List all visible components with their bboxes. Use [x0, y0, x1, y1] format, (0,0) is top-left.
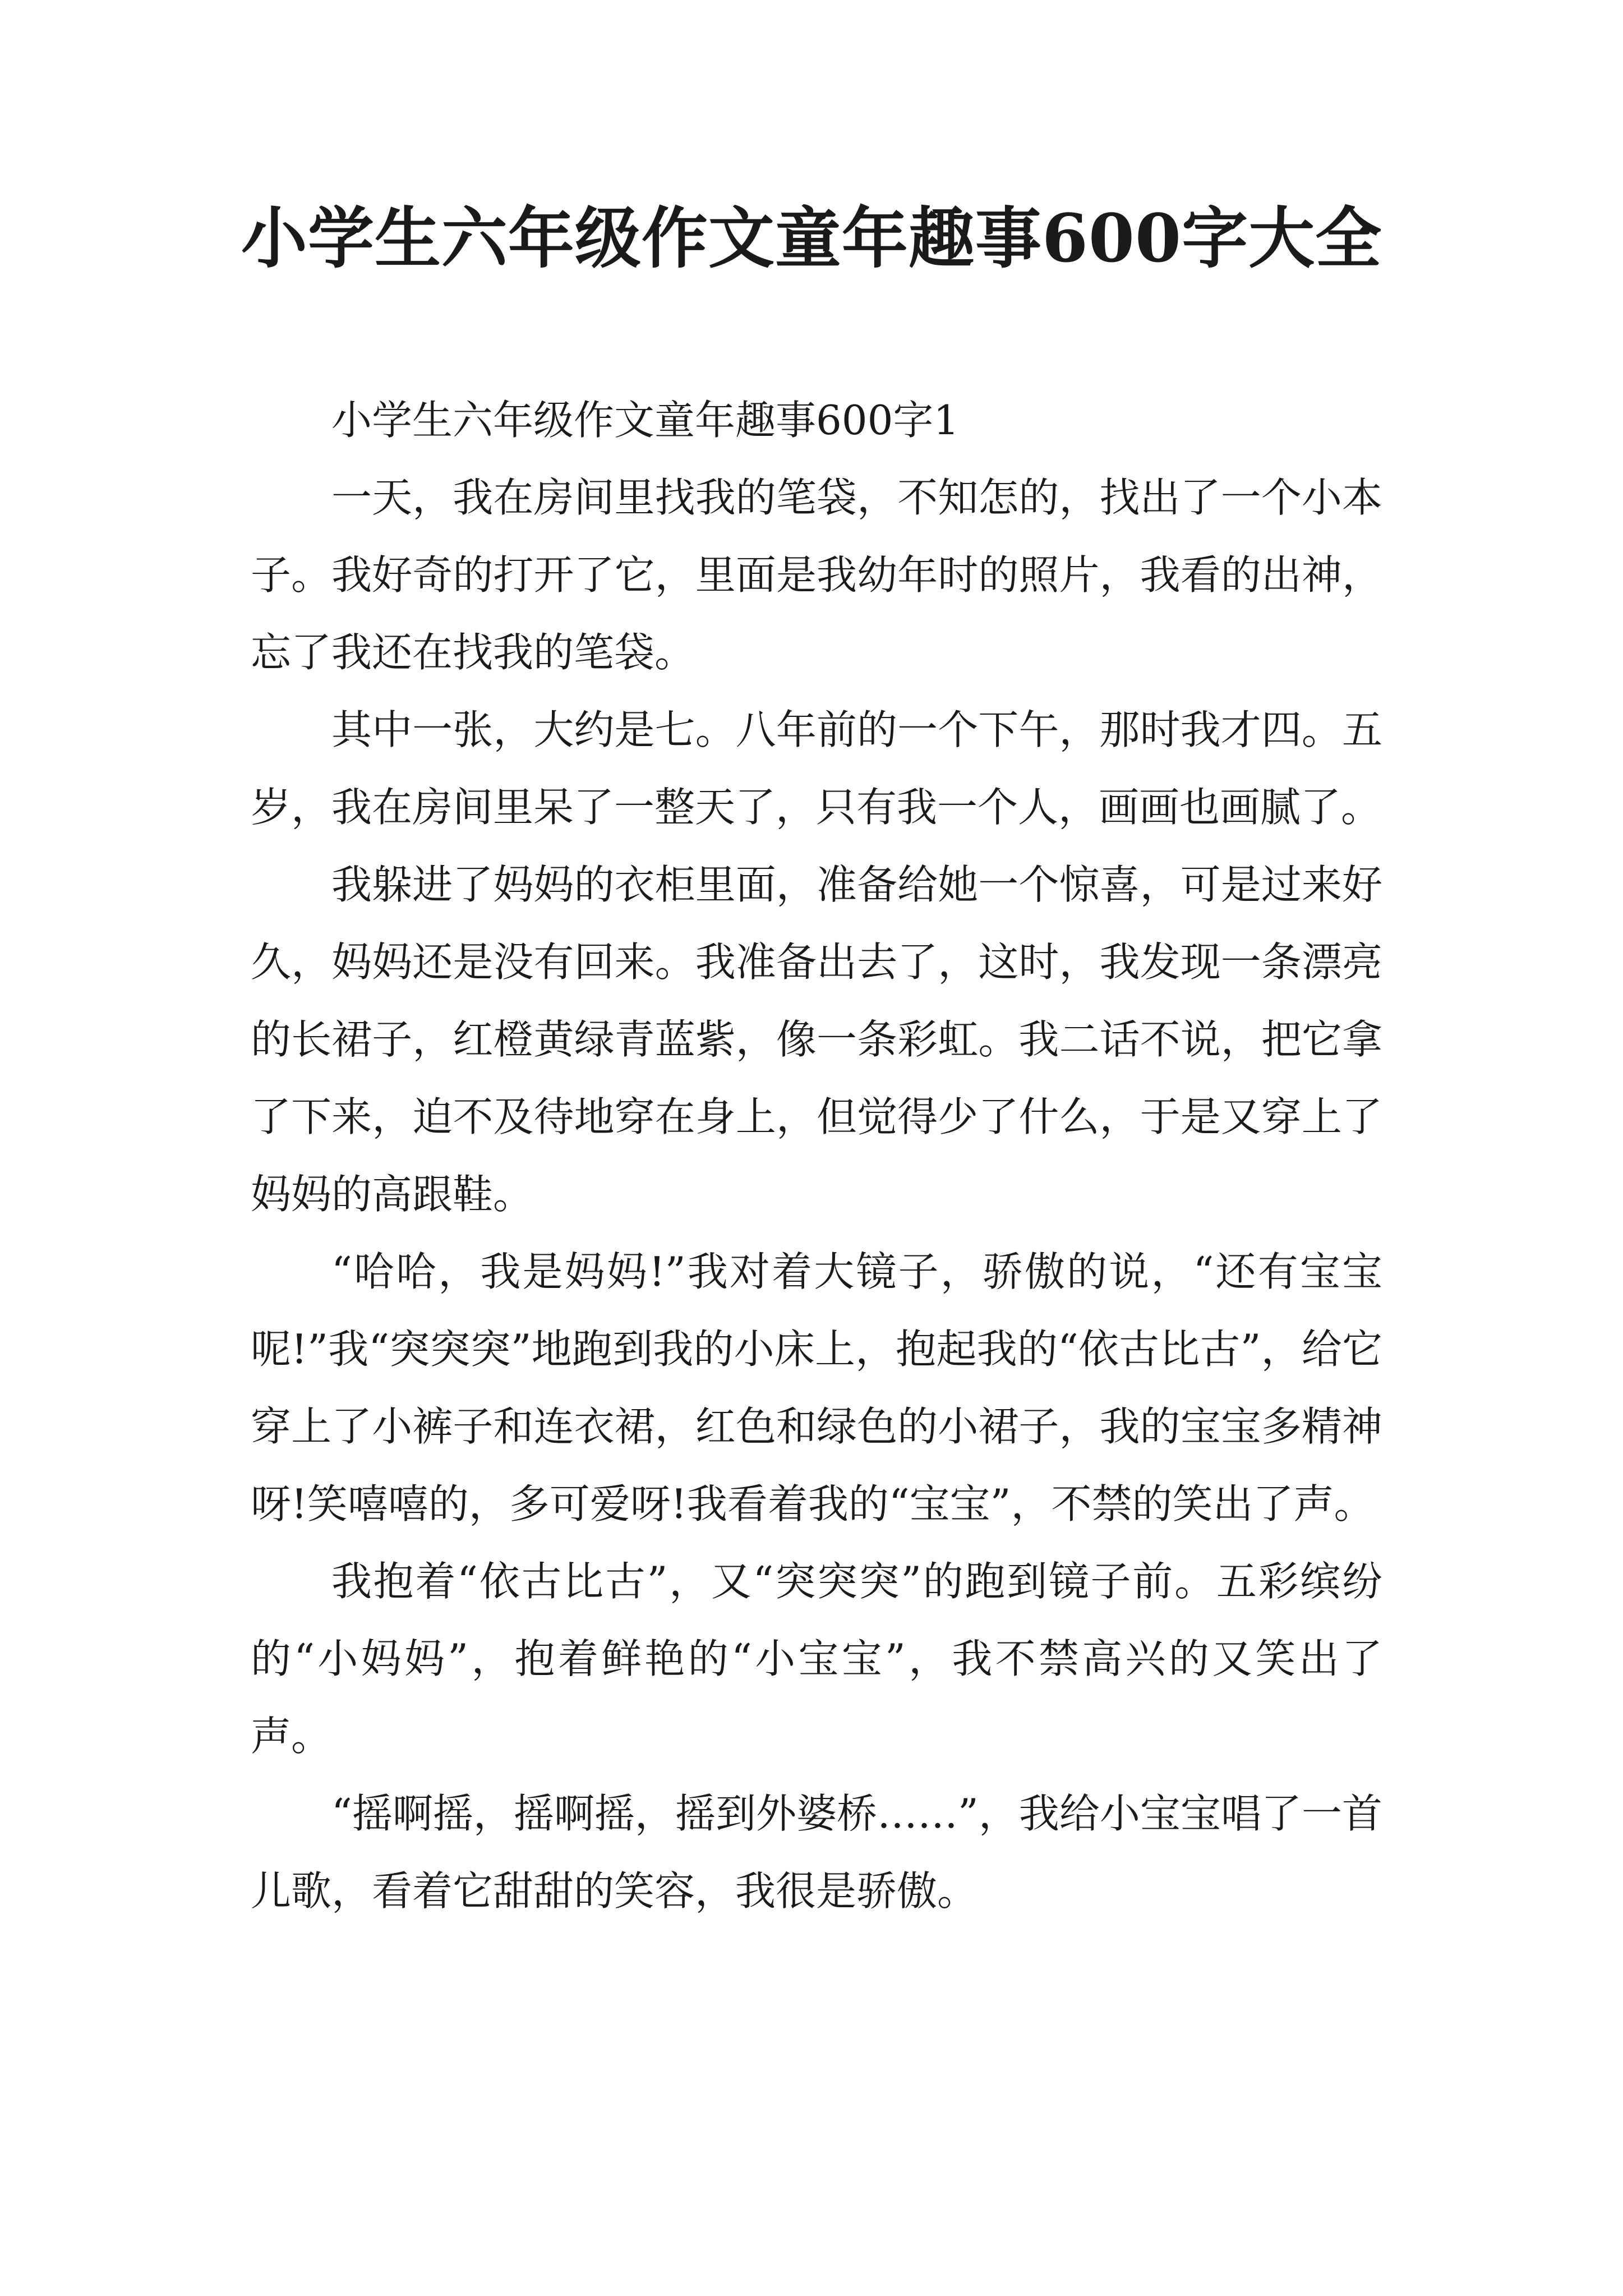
paragraph: 其中一张，大约是七。八年前的一个下午，那时我才四。五岁，我在房间里呆了一整天了，只有我一个人，画画也画腻了。	[251, 706, 1382, 831]
document-body	[251, 381, 1382, 1930]
paragraph: “哈哈，我是妈妈!”我对着大镜子，骄傲的说，“还有宝宝呢!”我“突突突”地跑到我的小床上，抱起我的“依古比古”，给它穿上了小裤子和连衣裙，红色和绿色的小裙子，我的宝宝多精神呀!笑嘻嘻的，多可爱呀!我看着我的“宝宝”，不禁的笑出了声。	[251, 1248, 1382, 1527]
paragraph: 我躲进了妈妈的衣柜里面，准备给她一个惊喜，可是过来好久，妈妈还是没有回来。我准备出去了，这时，我发现一条漂亮的长裙子，红橙黄绿青蓝紫，像一条彩虹。我二话不说，把它拿了下来，迫不及待地穿在身上，但觉得少了什么，于是又穿上了妈妈的高跟鞋。	[251, 861, 1382, 1218]
paragraph: 我抱着“依古比古”，又“突突突”的跑到镜子前。五彩缤纷的“小妈妈”，抱着鲜艳的“小宝宝”，我不禁高兴的又笑出了声。	[251, 1558, 1382, 1760]
paragraph: “摇啊摇，摇啊摇，摇到外婆桥……”，我给小宝宝唱了一首儿歌，看着它甜甜的笑容，我很是骄傲。	[251, 1790, 1382, 1915]
document-title: 小学生六年级作文童年趣事600字大全	[241, 199, 1382, 277]
paragraph: 一天，我在房间里找我的笔袋，不知怎的，找出了一个小本子。我好奇的打开了它，里面是我幼年时的照片，我看的出神，忘了我还在找我的笔袋。	[251, 474, 1382, 676]
section-heading: 小学生六年级作文童年趣事600字1	[331, 397, 960, 444]
